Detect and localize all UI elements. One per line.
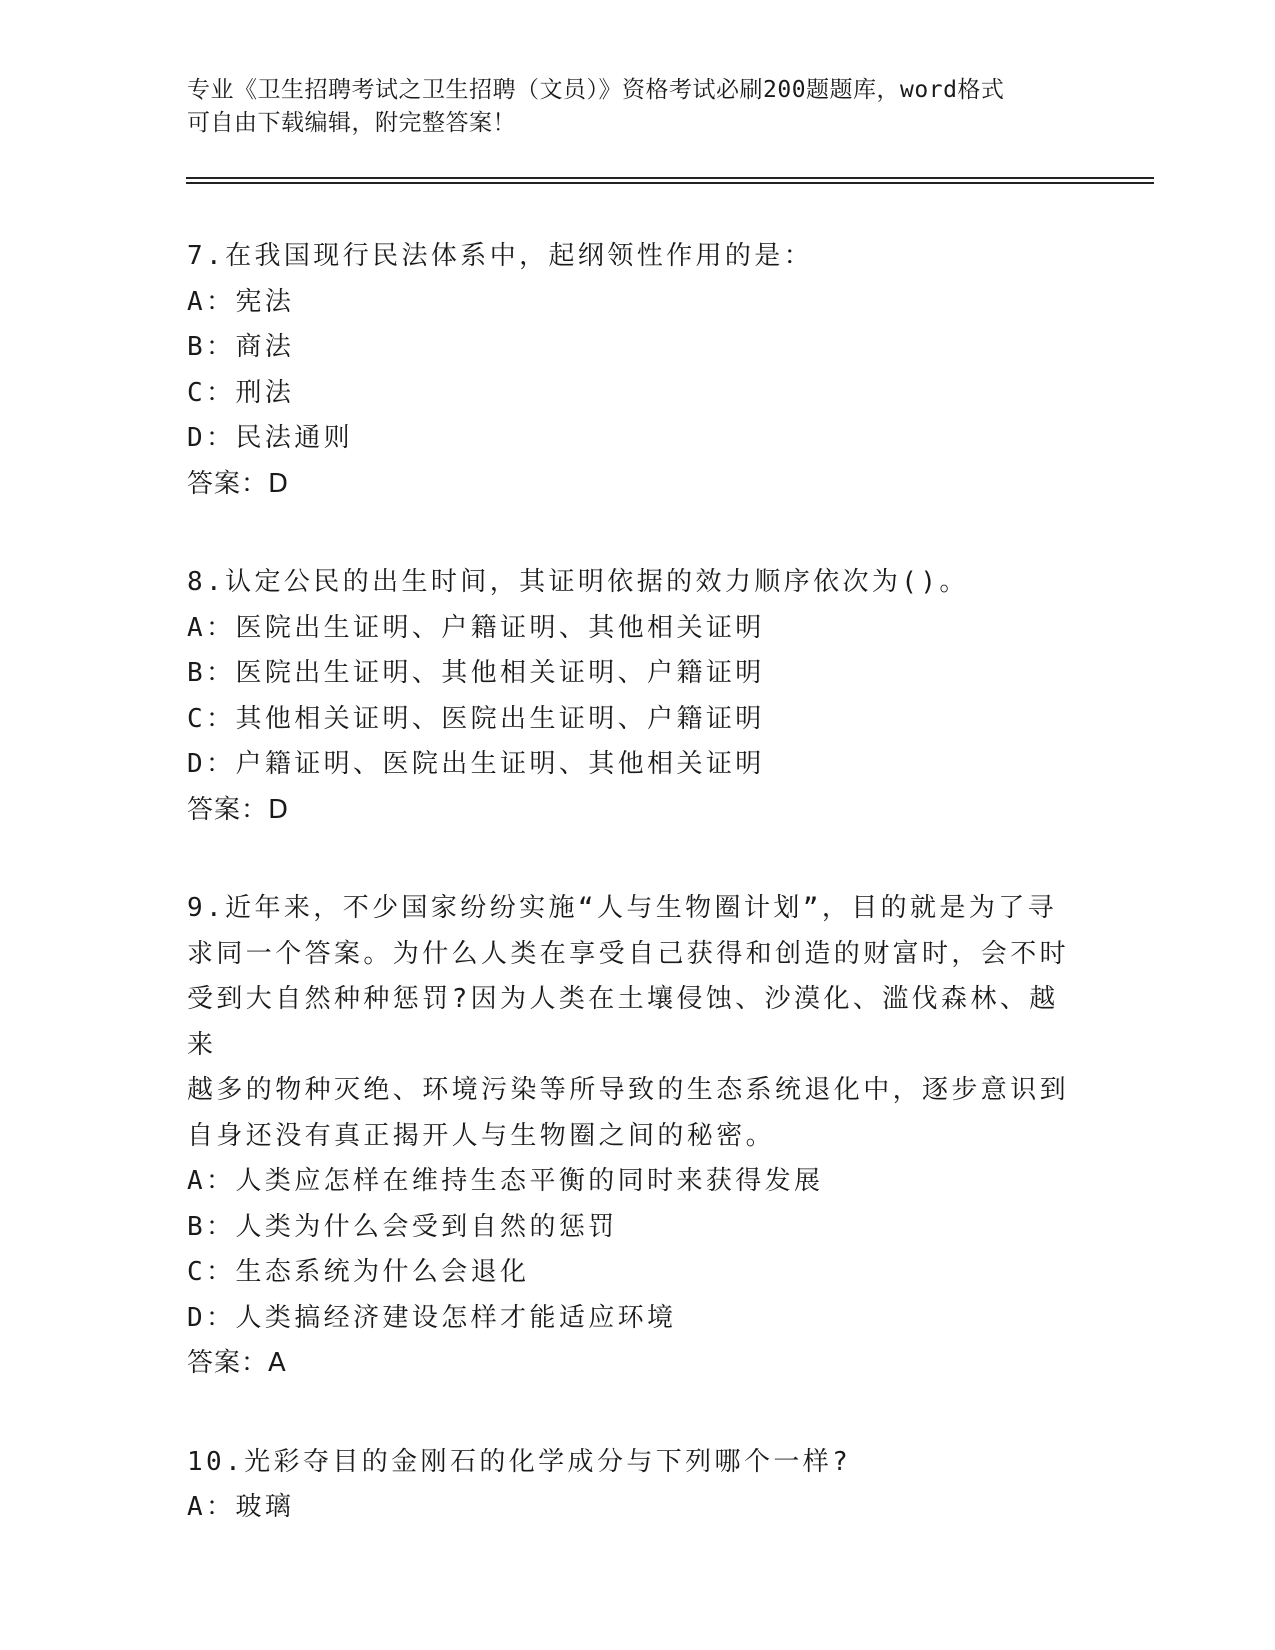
answer-line: 答案：A [187, 1348, 287, 1378]
answer-line: 答案：D [187, 794, 290, 825]
question-stem-line-3: 受到大自然种种惩罚?因为人类在土壤侵蚀、沙漠化、滥伐森林、越来 [187, 984, 1059, 1060]
question-stem: 8.认定公民的出生时间，其证明依据的效力顺序依次为()。 [187, 567, 969, 597]
option-d: D：户籍证明、医院出生证明、其他相关证明 [187, 749, 765, 779]
question-stem-line-4: 越多的物种灭绝、环境污染等所导致的生态系统退化中，逐步意识到 [187, 1075, 1070, 1105]
question-9 [187, 886, 1087, 1387]
header-divider-top [186, 177, 1154, 179]
question-list [187, 234, 1087, 1584]
option-b: B：商法 [187, 332, 295, 362]
header-line-2: 可自由下载编辑，附完整答案！ [187, 110, 516, 136]
answer-line: 答案：D [187, 468, 290, 499]
option-a: A：医院出生证明、户籍证明、其他相关证明 [187, 612, 765, 643]
option-d: D：人类搞经济建设怎样才能适应环境 [187, 1302, 677, 1333]
option-a: A：宪法 [187, 286, 295, 317]
header-divider-bottom [186, 182, 1154, 184]
question-stem-line-5: 自身还没有真正揭开人与生物圈之间的秘密。 [187, 1120, 776, 1151]
question-stem-line-1: 9.近年来，不少国家纷纷实施“人与生物圈计划”，目的就是为了寻 [187, 893, 1058, 923]
question-8 [187, 560, 1087, 833]
question-10 [187, 1440, 1087, 1531]
question-7 [187, 234, 1087, 507]
option-a: A：人类应怎样在维持生态平衡的同时来获得发展 [187, 1166, 824, 1196]
question-stem: 10.光彩夺目的金刚石的化学成分与下列哪个一样? [187, 1446, 852, 1477]
option-c: C：生态系统为什么会退化 [187, 1257, 530, 1287]
option-a: A：玻璃 [187, 1492, 295, 1522]
option-d: D：民法通则 [187, 423, 354, 453]
option-b: B：人类为什么会受到自然的惩罚 [187, 1211, 618, 1242]
document-header [187, 74, 1067, 140]
question-stem: 7.在我国现行民法体系中，起纲领性作用的是： [187, 241, 814, 271]
option-c: C：刑法 [187, 377, 295, 408]
option-b: B：医院出生证明、其他相关证明、户籍证明 [187, 658, 765, 688]
header-line-1: 专业《卫生招聘考试之卫生招聘（文员）》资格考试必刷200题题库，word格式 [187, 77, 1005, 103]
question-stem-line-2: 求同一个答案。为什么人类在享受自己获得和创造的财富时，会不时 [187, 938, 1070, 969]
option-c: C：其他相关证明、医院出生证明、户籍证明 [187, 703, 765, 734]
